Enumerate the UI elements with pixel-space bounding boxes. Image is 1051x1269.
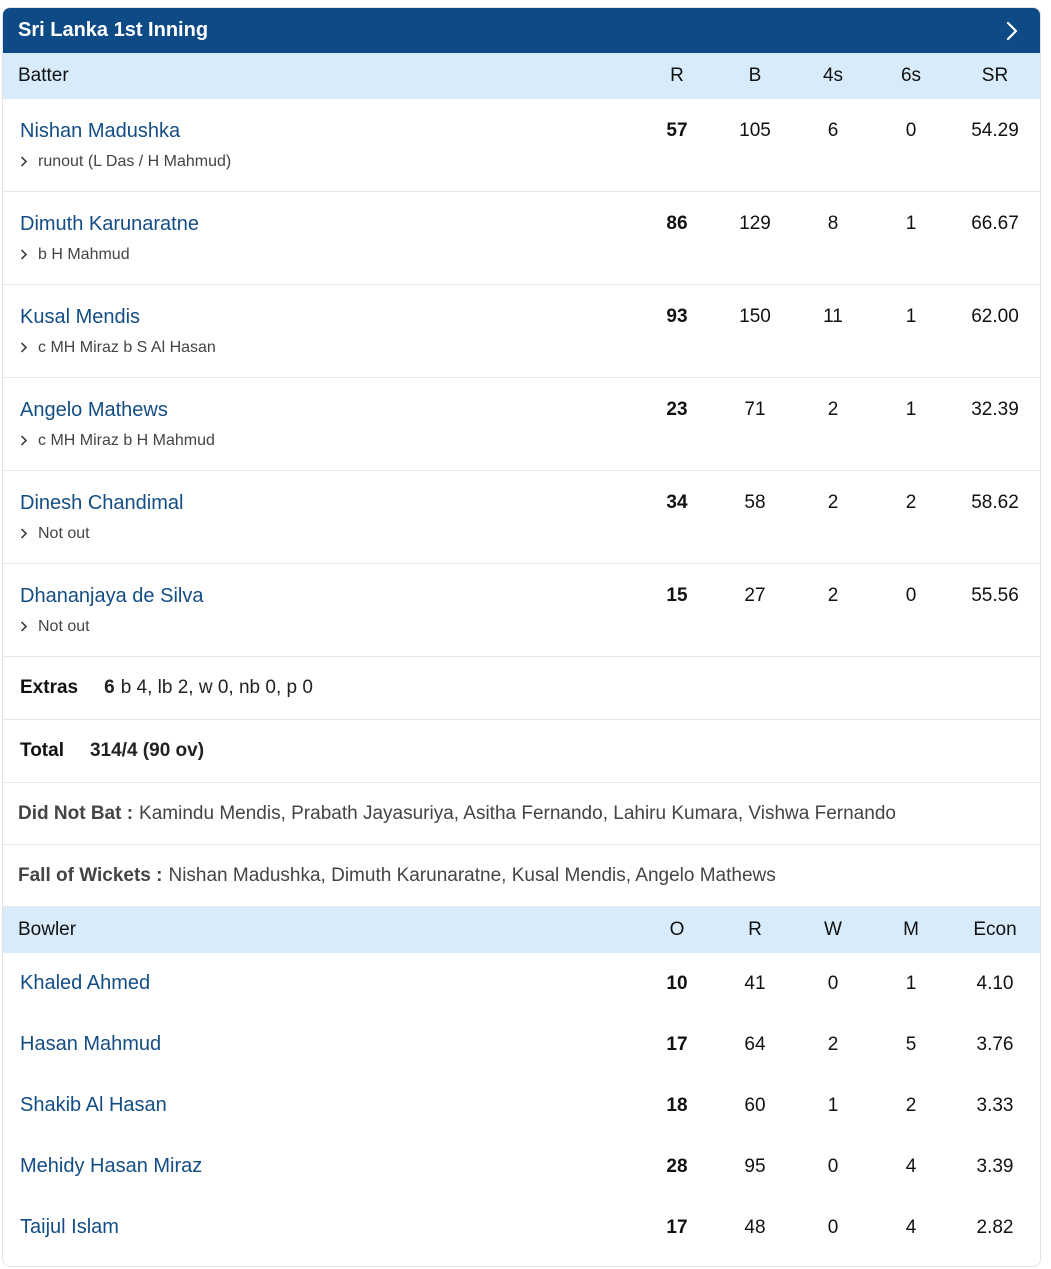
batter-runs: 15 xyxy=(666,585,688,606)
batter-balls: 71 xyxy=(744,399,766,420)
bowler-wickets: 2 xyxy=(827,1033,839,1055)
scorecard xyxy=(2,7,1041,1267)
bowler-name-link[interactable]: Shakib Al Hasan xyxy=(20,1094,167,1116)
col-overs: O xyxy=(669,919,685,940)
extras-total: 6 xyxy=(104,677,115,698)
bowler-maidens: 4 xyxy=(905,1216,917,1238)
bowler-wickets: 1 xyxy=(827,1094,839,1116)
innings-title: Sri Lanka 1st Inning xyxy=(18,19,209,41)
bowler-row xyxy=(3,1075,1040,1136)
fall-of-wickets-label: Fall of Wickets : xyxy=(18,864,163,886)
batter-sixes: 1 xyxy=(905,399,917,420)
batter-row xyxy=(3,192,1040,285)
batter-row xyxy=(3,564,1040,657)
batter-name-link[interactable]: Dinesh Chandimal xyxy=(20,491,184,514)
bowler-maidens: 4 xyxy=(905,1155,917,1177)
chevron-right-icon xyxy=(20,340,34,357)
batter-sixes: 0 xyxy=(905,585,917,606)
bowler-runs: 60 xyxy=(744,1094,766,1116)
did-not-bat-row xyxy=(3,783,1040,845)
bowler-economy: 3.39 xyxy=(976,1155,1014,1177)
dismissal-text: Not out xyxy=(38,525,90,542)
batter-balls: 58 xyxy=(744,492,766,513)
batter-fours: 2 xyxy=(827,585,839,606)
bowler-maidens: 1 xyxy=(905,972,917,994)
batter-fours: 11 xyxy=(823,306,843,327)
col-sixes: 6s xyxy=(900,65,922,86)
batter-balls: 105 xyxy=(739,120,771,141)
did-not-bat-value: Kamindu Mendis, Prabath Jayasuriya, Asitha Fernando, Lahiru Kumara, Vishwa Fernando xyxy=(139,802,896,824)
bowler-name-link[interactable]: Khaled Ahmed xyxy=(20,972,151,994)
fall-of-wickets-value: Nishan Madushka, Dimuth Karunaratne, Kusal Mendis, Angelo Mathews xyxy=(168,864,776,886)
batter-row xyxy=(3,285,1040,378)
batter-row xyxy=(3,378,1040,471)
dismissal-text: c MH Miraz b S Al Hasan xyxy=(38,339,216,356)
batter-strike-rate: 66.67 xyxy=(971,213,1019,234)
batter-fours: 2 xyxy=(827,399,839,420)
col-fours: 4s xyxy=(822,65,844,86)
chevron-right-icon xyxy=(20,619,34,636)
extras-detail: b 4, lb 2, w 0, nb 0, p 0 xyxy=(120,677,313,698)
col-runs: R xyxy=(670,65,684,86)
col-maidens: M xyxy=(903,919,919,940)
extras-row xyxy=(3,657,1040,720)
extras-label: Extras xyxy=(20,677,79,698)
dismissal-text: b H Mahmud xyxy=(38,246,130,263)
batter-name-link[interactable]: Angelo Mathews xyxy=(20,398,168,421)
batter-runs: 93 xyxy=(666,306,688,327)
bowler-overs: 18 xyxy=(666,1094,688,1116)
batter-name-link[interactable]: Dimuth Karunaratne xyxy=(20,212,199,235)
batter-balls: 150 xyxy=(739,306,771,327)
col-strike-rate: SR xyxy=(981,65,1009,86)
batter-sixes: 2 xyxy=(905,492,917,513)
bowler-name-link[interactable]: Hasan Mahmud xyxy=(20,1033,162,1055)
dismissal-toggle[interactable] xyxy=(3,246,1040,264)
bowler-overs: 17 xyxy=(666,1033,688,1055)
bowler-overs: 28 xyxy=(666,1155,688,1177)
total-value: 314/4 (90 ov) xyxy=(89,740,205,761)
bowler-economy: 2.82 xyxy=(976,1216,1014,1238)
bowler-overs: 17 xyxy=(666,1216,688,1238)
batter-sixes: 1 xyxy=(905,306,917,327)
batter-runs: 86 xyxy=(666,213,688,234)
bowler-runs: 95 xyxy=(744,1155,766,1177)
bowler-overs: 10 xyxy=(666,972,688,994)
batter-balls: 129 xyxy=(739,213,771,234)
batter-name-link[interactable]: Nishan Madushka xyxy=(20,119,181,142)
dismissal-text: Not out xyxy=(38,618,90,635)
chevron-right-icon xyxy=(20,154,34,171)
bowler-name-link[interactable]: Mehidy Hasan Miraz xyxy=(20,1155,203,1177)
col-balls: B xyxy=(748,65,762,86)
batter-sixes: 1 xyxy=(905,213,917,234)
bowler-wickets: 0 xyxy=(827,1216,839,1238)
batter-sixes: 0 xyxy=(905,120,917,141)
batter-row xyxy=(3,99,1040,192)
dismissal-toggle[interactable] xyxy=(3,432,1040,450)
batter-strike-rate: 62.00 xyxy=(971,306,1019,327)
batting-header-row xyxy=(3,53,1040,99)
batter-strike-rate: 55.56 xyxy=(971,585,1019,606)
bowler-economy: 3.76 xyxy=(976,1033,1014,1055)
col-bowler: Bowler xyxy=(18,919,77,940)
bowling-rows xyxy=(3,953,1040,1258)
bowler-maidens: 2 xyxy=(905,1094,917,1116)
dismissal-text: c MH Miraz b H Mahmud xyxy=(38,432,215,449)
col-wickets: W xyxy=(824,919,842,940)
bowling-header-row xyxy=(3,907,1040,953)
bowler-row xyxy=(3,1014,1040,1075)
dismissal-toggle[interactable] xyxy=(3,153,1040,171)
batter-name-link[interactable]: Kusal Mendis xyxy=(20,305,141,328)
chevron-right-icon xyxy=(20,247,34,264)
batter-row xyxy=(3,471,1040,564)
batting-rows xyxy=(3,99,1040,657)
dismissal-toggle[interactable] xyxy=(3,525,1040,543)
dismissal-text: runout (L Das / H Mahmud) xyxy=(38,153,232,170)
bowler-row xyxy=(3,1136,1040,1197)
chevron-right-icon[interactable] xyxy=(1000,19,1024,43)
bowler-wickets: 0 xyxy=(827,1155,839,1177)
bowler-wickets: 0 xyxy=(827,972,839,994)
col-batter: Batter xyxy=(18,65,69,86)
did-not-bat-label: Did Not Bat : xyxy=(18,802,134,824)
batter-runs: 23 xyxy=(666,399,688,420)
batter-strike-rate: 58.62 xyxy=(971,492,1019,513)
batter-strike-rate: 54.29 xyxy=(971,120,1019,141)
chevron-right-icon xyxy=(20,433,34,450)
bowler-maidens: 5 xyxy=(905,1033,917,1055)
total-label: Total xyxy=(20,740,64,761)
batter-fours: 8 xyxy=(827,213,839,234)
fall-of-wickets-row xyxy=(3,845,1040,907)
bowler-runs: 41 xyxy=(744,972,766,994)
batter-balls: 27 xyxy=(744,585,766,606)
batter-fours: 6 xyxy=(827,120,839,141)
bowler-runs: 48 xyxy=(744,1216,766,1238)
bowler-runs: 64 xyxy=(744,1033,766,1055)
col-runs-conceded: R xyxy=(748,919,762,940)
bowler-name-link[interactable]: Taijul Islam xyxy=(20,1216,119,1238)
batter-strike-rate: 32.39 xyxy=(971,399,1019,420)
bowler-economy: 4.10 xyxy=(976,972,1014,994)
bowler-row xyxy=(3,953,1040,1014)
col-economy: Econ xyxy=(973,919,1017,940)
batter-runs: 34 xyxy=(666,492,688,513)
dismissal-toggle[interactable] xyxy=(3,339,1040,357)
bowler-economy: 3.33 xyxy=(976,1094,1014,1116)
chevron-right-icon xyxy=(20,526,34,543)
total-row xyxy=(3,720,1040,783)
dismissal-toggle[interactable] xyxy=(3,618,1040,636)
bowler-row xyxy=(3,1197,1040,1258)
batter-fours: 2 xyxy=(827,492,839,513)
batter-runs: 57 xyxy=(666,120,688,141)
batter-name-link[interactable]: Dhananjaya de Silva xyxy=(20,584,204,607)
innings-header[interactable] xyxy=(3,8,1040,53)
